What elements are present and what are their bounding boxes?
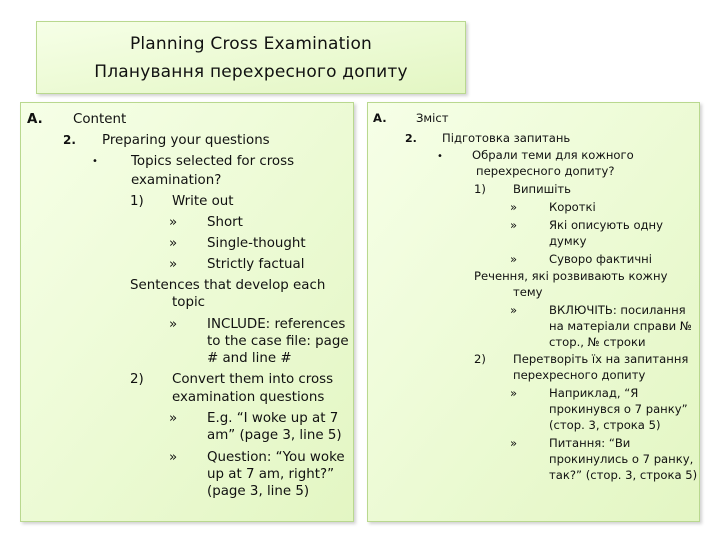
left-include-line3: # and line # — [207, 351, 292, 366]
right-write-out: Випишіть — [513, 182, 572, 196]
left-chevron-icon: » — [169, 257, 178, 272]
right-question-line2: прокинулись о 7 ранку, — [549, 452, 694, 466]
right-example-line3: (стор. 3, строка 5) — [549, 418, 661, 432]
right-marker-1: 1) — [474, 182, 486, 196]
left-example-line1: E.g. “I woke up at 7 — [207, 411, 339, 426]
left-example-line2: am” (page 3, line 5) — [207, 428, 342, 443]
right-single-line1: Які описують одну — [549, 218, 663, 232]
right-example-line1: Наприклад, “Я — [549, 386, 639, 400]
right-single-line2: думку — [549, 234, 587, 248]
right-heading-preparing: Підготовка запитань — [442, 131, 571, 145]
left-convert-line2: examination questions — [172, 390, 325, 405]
right-chevron-icon: » — [510, 386, 518, 400]
right-include-line3: стор., № строки — [549, 335, 646, 349]
right-chevron-icon: » — [510, 303, 518, 317]
right-bullet: • — [437, 151, 443, 162]
right-chevron-icon: » — [510, 252, 518, 266]
left-marker-1: 1) — [130, 194, 144, 209]
left-sentences-line2: topic — [172, 295, 206, 310]
left-short: Short — [207, 215, 243, 230]
left-marker-a: A. — [27, 112, 43, 127]
left-chevron-icon: » — [169, 236, 178, 251]
left-include-line2: to the case file: page — [207, 334, 349, 349]
right-include-line1: ВКЛЮЧІТЬ: посилання — [549, 303, 686, 317]
right-topics-line1: Обрали теми для кожного — [472, 148, 634, 162]
left-marker-2: 2. — [63, 133, 76, 147]
left-sentences-line1: Sentences that develop each — [130, 278, 326, 293]
left-marker-2-sub: 2) — [130, 372, 144, 387]
right-chevron-icon: » — [510, 436, 518, 450]
right-convert-line1: Перетворіть їх на запитання — [513, 352, 689, 366]
right-question-line3: так?” (стор. 3, строка 5) — [549, 468, 698, 482]
right-chevron-icon: » — [510, 200, 518, 214]
left-chevron-icon: » — [169, 411, 178, 426]
left-topics-line2: examination? — [131, 173, 222, 188]
right-strictly-factual: Суворо фактичні — [549, 252, 652, 266]
right-short: Короткі — [549, 200, 596, 214]
slide-title-ukrainian: Планування перехресного допиту — [94, 62, 408, 82]
left-convert-line1: Convert them into cross — [172, 372, 334, 387]
right-heading-content: Зміст — [416, 111, 449, 125]
title-box — [36, 21, 466, 94]
left-bullet: • — [92, 156, 98, 167]
left-heading-preparing: Preparing your questions — [102, 133, 270, 148]
right-example-line2: прокинувся о 7 ранку” — [549, 402, 688, 416]
left-question-line2: up at 7 am, right?” — [207, 467, 335, 482]
right-sentences-line2: тему — [513, 285, 543, 299]
left-write-out: Write out — [172, 194, 234, 209]
right-sentences-line1: Речення, які розвивають кожну — [474, 269, 668, 283]
left-single-thought: Single-thought — [207, 236, 306, 251]
left-question-line3: (page 3, line 5) — [207, 484, 310, 499]
left-question-line1: Question: “You woke — [207, 450, 345, 465]
left-heading-content: Content — [73, 112, 127, 127]
right-marker-2: 2. — [405, 132, 417, 145]
right-topics-line2: перехресного допиту? — [476, 164, 615, 178]
right-question-line1: Питання: “Ви — [549, 436, 631, 450]
right-convert-line2: перехресного допиту — [513, 368, 646, 382]
left-strictly-factual: Strictly factual — [207, 257, 305, 272]
right-include-line2: на матеріали справи № — [549, 319, 692, 333]
left-chevron-icon: » — [169, 317, 178, 332]
left-chevron-icon: » — [169, 450, 178, 465]
right-marker-a: A. — [373, 111, 387, 125]
left-include-line1: INCLUDE: references — [207, 317, 346, 332]
right-marker-2-sub: 2) — [474, 352, 486, 366]
left-topics-line1: Topics selected for cross — [131, 154, 295, 169]
right-chevron-icon: » — [510, 218, 518, 232]
left-chevron-icon: » — [169, 215, 178, 230]
slide-title: Planning Cross Examination — [129, 34, 373, 54]
